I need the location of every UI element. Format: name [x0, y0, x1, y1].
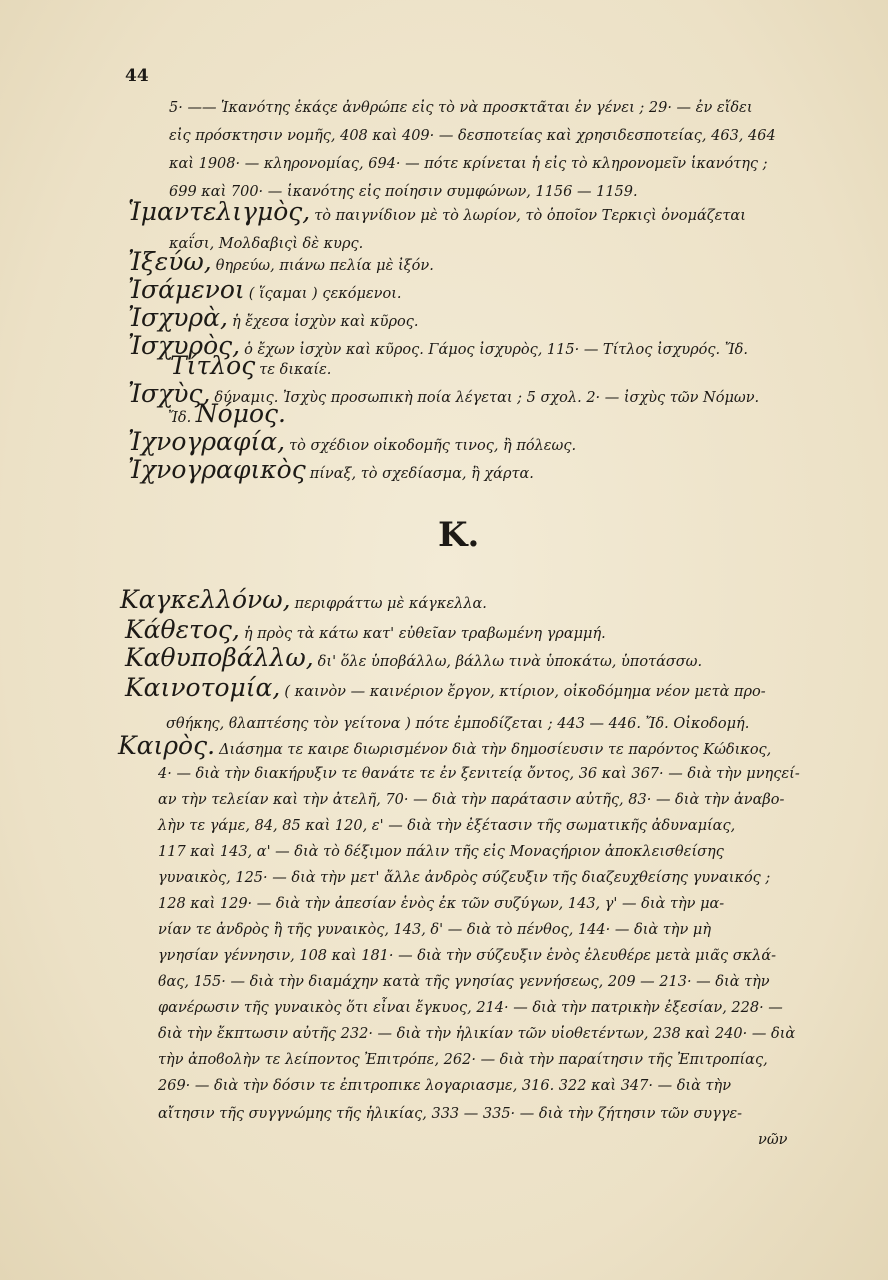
dictionary-line: καΐσι, Μολδαβιςὶ δὲ κυρς.	[169, 236, 364, 252]
dictionary-entry: Κάθετος, ἡ πρὸς τὰ κάτω κατ' εὐθεῖαν τραβωμένη γραμμή.	[125, 615, 606, 644]
dictionary-entry: Καθυποβάλλω, δι' ὅλε ὑποβάλλω, βάλλω τινὰ ὑποκάτω, ὑποτάσσω.	[125, 643, 703, 672]
dictionary-line: νῶν	[758, 1132, 788, 1148]
dictionary-line: 5· —— Ἱκανότης ἑκάςε ἀνθρώπε εἰς τὸ νὰ προσκτᾶται ἐν γένει ; 29· — ἐν εἴδει	[169, 100, 753, 116]
dictionary-line: 4· — διὰ τὴν διακήρυξιν τε θανάτε τε ἐν ξενιτείᾳ ὄντος, 36 καὶ 367· — διὰ τὴν μνηςεί-	[158, 766, 800, 782]
dictionary-line: 269· — διὰ τὴν δόσιν τε ἐπιτροπικε λογαριασμε, 316. 322 καὶ 347· — διὰ τὴν	[158, 1078, 732, 1094]
section-letter: K.	[438, 515, 480, 555]
dictionary-line: γνησίαν γέννησιν, 108 καὶ 181· — διὰ τὴν σύζευξιν ἑνὸς ἐλευθέρε μετὰ μιᾶς σκλά-	[158, 948, 777, 964]
dictionary-entry: Ἰχνογραφικὸς πίναξ, τὸ σχεδίασμα, ἢ χάρτα.	[128, 455, 534, 484]
dictionary-entry: Ἱμαντελιγμὸς, τὸ παιγνίδιον μὲ τὸ λωρίον, τὸ ὁποῖον Τερκιςὶ ὀνομάζεται	[128, 197, 746, 226]
dictionary-line: εἰς πρόσκτησιν νομῆς, 408 καὶ 409· — δεσποτείας καὶ χρησιδεσποτείας, 463, 464	[169, 128, 776, 144]
page-number: 44	[125, 66, 149, 86]
dictionary-line: ϐας, 155· — διὰ τὴν διαμάχην κατὰ τῆς γνησίας γεννήσεως, 209 — 213· — διὰ τὴν	[158, 974, 770, 990]
dictionary-entry: Ἰσχυρὸς, ὁ ἔχων ἰσχὺν καὶ κῦρος. Γάμος ἰσχυρὸς, 115· — Τίτλος ἰσχυρός. Ἴδ.	[128, 331, 748, 360]
dictionary-line: αἴτησιν τῆς συγγνώμης τῆς ἡλικίας, 333 — 335· — διὰ τὴν ζήτησιν τῶν συγγε-	[158, 1106, 743, 1122]
dictionary-line: λὴν τε γάμε, 84, 85 καὶ 120, ε' — διὰ τὴν ἐξέτασιν τῆς σωματικῆς ἀδυναμίας,	[158, 818, 736, 834]
dictionary-line: Τίτλος τε δικαίε.	[170, 351, 332, 380]
dictionary-line: φανέρωσιν τῆς γυναικὸς ὅτι εἶναι ἔγκυος, 214· — διὰ τὴν πατρικὴν ἐξεσίαν, 228· —	[158, 1000, 783, 1016]
dictionary-entry: Ἰχνογραφία, τὸ σχέδιον οἰκοδομῆς τινος, ἢ πόλεως.	[128, 427, 577, 456]
dictionary-line: αν τὴν τελείαν καὶ τὴν ἀτελῆ, 70· — διὰ τὴν παράτασιν αὐτῆς, 83· — διὰ τὴν ἀναβο-	[158, 792, 785, 808]
dictionary-line: Ἴδ. Νόμος.	[168, 399, 286, 428]
dictionary-line: νίαν τε ἀνδρὸς ἢ τῆς γυναικὸς, 143, δ' — διὰ τὸ πένθος, 144· — διὰ τὴν μὴ	[158, 922, 712, 938]
dictionary-entry: Καιρὸς. Διάσημα τε καιρε διωρισμένον διὰ τὴν δημοσίευσιν τε παρόντος Κώδικος,	[118, 731, 772, 760]
dictionary-line: τὴν ἀποϐολὴν τε λείποντος Ἐπιτρόπε, 262· — διὰ τὴν παραίτησιν τῆς Ἐπιτροπίας,	[158, 1052, 768, 1068]
dictionary-entry: Ἰσάμενοι ( ἵςαμαι ) ςεκόμενοι.	[128, 275, 402, 304]
dictionary-entry: Ἰξεύω, θηρεύω, πιάνω πελία μὲ ἰξόν.	[128, 247, 434, 276]
dictionary-entry: Καινοτομία, ( καινὸν — καινέριον ἔργον, κτίριον, οἰκοδόμημα νέον μετὰ προ-	[125, 673, 766, 702]
dictionary-line: σθήκης, ϐλαπτέσης τὸν γείτονα ) πότε ἐμποδίζεται ; 443 — 446. Ἴδ. Οἰκοδομή.	[166, 716, 750, 732]
dictionary-line: καὶ 1908· — κληρονομίας, 694· — πότε κρίνεται ἡ εἰς τὸ κληρονομεῖν ἱκανότης ;	[169, 156, 768, 172]
dictionary-entry: Ἰσχυρὰ, ἡ ἔχεσα ἰσχὺν καὶ κῦρος.	[128, 303, 419, 332]
dictionary-line: 699 καὶ 700· — ἱκανότης εἰς ποίησιν συμφώνων, 1156 — 1159.	[169, 184, 638, 200]
dictionary-line: 128 καὶ 129· — διὰ τὴν ἀπεσίαν ἑνὸς ἐκ τῶν συζύγων, 143, γ' — διὰ τὴν μα-	[158, 896, 725, 912]
dictionary-entry: Ἰσχὺς, δύναμις. Ἰσχὺς προσωπικὴ ποία λέγεται ; 5 σχολ. 2· — ἰσχὺς τῶν Νόμων.	[128, 379, 760, 408]
dictionary-entry: Καγκελλόνω, περιφράττω μὲ κάγκελλα.	[120, 585, 487, 614]
dictionary-line: γυναικὸς, 125· — διὰ τὴν μετ' ἄλλε ἀνδρὸς σύζευξιν τῆς διαζευχθείσης γυναικός ;	[158, 870, 771, 886]
dictionary-line: διὰ τὴν ἔκπτωσιν αὐτῆς 232· — διὰ τὴν ἡλικίαν τῶν υἱοθετέντων, 238 καὶ 240· — διὰ	[158, 1026, 796, 1042]
dictionary-line: 117 καὶ 143, α' — διὰ τὸ δέξιμον πάλιν τῆς εἰς Μοναςήριον ἀποκλεισθείσης	[158, 844, 724, 860]
